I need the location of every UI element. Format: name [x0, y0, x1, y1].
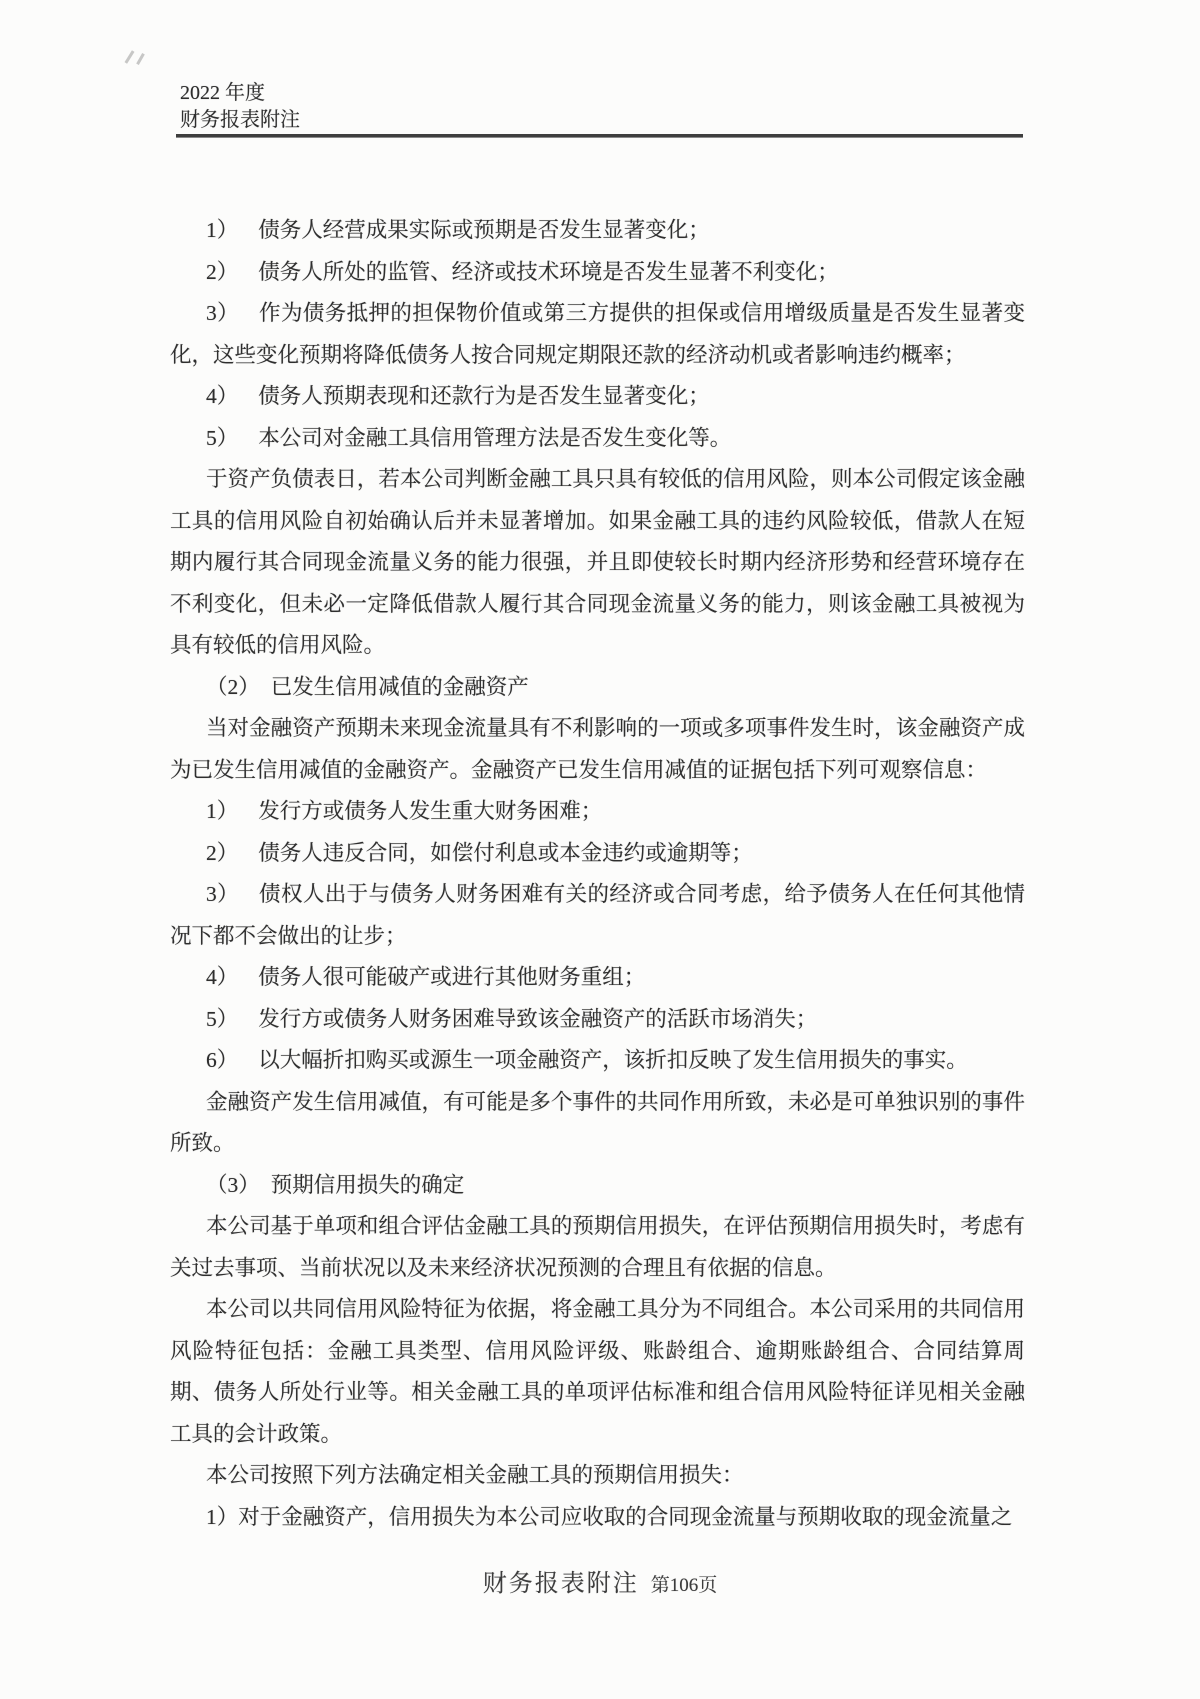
- heading-marker: （2）: [206, 674, 260, 699]
- heading-text: 已发生信用减值的金融资产: [270, 674, 529, 699]
- list-item: [170, 293, 1025, 376]
- list-text: 债务人所处的监管、经济或技术环境是否发生显著不利变化；: [258, 259, 839, 284]
- list-marker: 6）: [206, 1048, 239, 1072]
- list-text: 作为债务抵押的担保物价值或第三方提供的担保或信用增级质量是否发生显著变化，这些变化预期将降低债务人按合同规定期限还款的经济动机或者影响违约概率；: [170, 301, 1025, 367]
- paragraph: 本公司以共同信用风险特征为依据，将金融工具分为不同组合。本公司采用的共同信用风险特征包括：金融工具类型、信用风险评级、账龄组合、逾期账龄组合、合同结算周期、债务人所处行业等。相关金融工具的单项评估标准和组合信用风险特征详见相关金融工具的会计政策。: [170, 1297, 1025, 1446]
- list-item: [170, 874, 1025, 957]
- header-divider: [176, 134, 1023, 138]
- list-text: 债务人经营成果实际或预期是否发生显著变化；: [258, 218, 710, 242]
- list-marker: 2）: [206, 840, 239, 865]
- list-item: [170, 791, 1025, 833]
- list-text: 债务人违反合同，如偿付利息或本金违约或逾期等；: [258, 840, 753, 865]
- list-marker: 5）: [206, 1006, 239, 1031]
- list-item: [170, 210, 1025, 252]
- list-text: 发行方或债务人财务困难导致该金融资产的活跃市场消失；: [258, 1006, 818, 1031]
- header-year: 2022 年度: [180, 82, 265, 104]
- footer-title: 财务报表附注: [482, 1571, 639, 1597]
- list-text: 债务人很可能破产或进行其他财务重组；: [258, 965, 646, 989]
- list-text: 发行方或债务人发生重大财务困难；: [258, 799, 603, 823]
- list-marker: 2）: [206, 259, 239, 284]
- list-text: 以大幅折扣购买或源生一项金融资产，该折扣反映了发生信用损失的事实。: [258, 1048, 968, 1072]
- heading-marker: （3）: [206, 1172, 260, 1197]
- list-text: 债权人出于与债务人财务困难有关的经济或合同考虑，给予债务人在任何其他情况下都不会做出的让步；: [170, 882, 1025, 948]
- footer-page-number: 第106页: [650, 1575, 718, 1596]
- list-item: [170, 999, 1025, 1041]
- section-heading: [170, 667, 1025, 709]
- list-text: 债务人预期表现和还款行为是否发生显著变化；: [258, 384, 710, 408]
- header-title: 财务报表附注: [180, 109, 300, 131]
- paragraph: 于资产负债表日，若本公司判断金融工具只具有较低的信用风险，则本公司假定该金融工具的信用风险自初始确认后并未显著增加。如果金融工具的违约风险较低，借款人在短期内履行其合同现金流量义务的能力很强，并且即使较长时期内经济形势和经营环境存在不利变化，但未必一定降低借款人履行其合同现金流量义务的能力，则该金融工具被视为具有较低的信用风险。: [170, 467, 1025, 657]
- document-body: [170, 210, 1025, 1538]
- paragraph: 当对金融资产预期未来现金流量具有不利影响的一项或多项事件发生时，该金融资产成为已发生信用减值的金融资产。金融资产已发生信用减值的证据包括下列可观察信息：: [170, 716, 1025, 782]
- list-item: [170, 418, 1025, 460]
- list-item: [170, 833, 1025, 875]
- page-footer: [0, 1563, 1200, 1598]
- scan-artifact: [125, 50, 135, 63]
- list-item: [170, 957, 1025, 999]
- paragraph: 本公司基于单项和组合评估金融工具的预期信用损失，在评估预期信用损失时，考虑有关过去事项、当前状况以及未来经济状况预测的合理且有依据的信息。: [170, 1214, 1025, 1280]
- list-marker: 4）: [206, 965, 239, 989]
- list-marker: 4）: [206, 384, 239, 408]
- paragraph: 本公司按照下列方法确定相关金融工具的预期信用损失：: [206, 1463, 744, 1487]
- scan-artifact: [136, 53, 145, 65]
- list-marker: 5）: [206, 425, 239, 450]
- page-header: [180, 80, 300, 134]
- list-text: 本公司对金融工具信用管理方法是否发生变化等。: [258, 425, 732, 450]
- section-heading: [170, 1165, 1025, 1207]
- list-item: [170, 252, 1025, 294]
- paragraph: 1）对于金融资产，信用损失为本公司应收取的合同现金流量与预期收取的现金流量之: [206, 1504, 1013, 1529]
- list-marker: 3）: [206, 301, 240, 325]
- list-marker: 1）: [206, 799, 239, 823]
- list-marker: 3）: [206, 882, 240, 906]
- list-item: [170, 1040, 1025, 1082]
- paragraph: 金融资产发生信用减值，有可能是多个事件的共同作用所致，未必是可单独识别的事件所致。: [170, 1089, 1025, 1155]
- list-marker: 1）: [206, 218, 239, 242]
- list-item: [170, 376, 1025, 418]
- heading-text: 预期信用损失的确定: [270, 1172, 465, 1197]
